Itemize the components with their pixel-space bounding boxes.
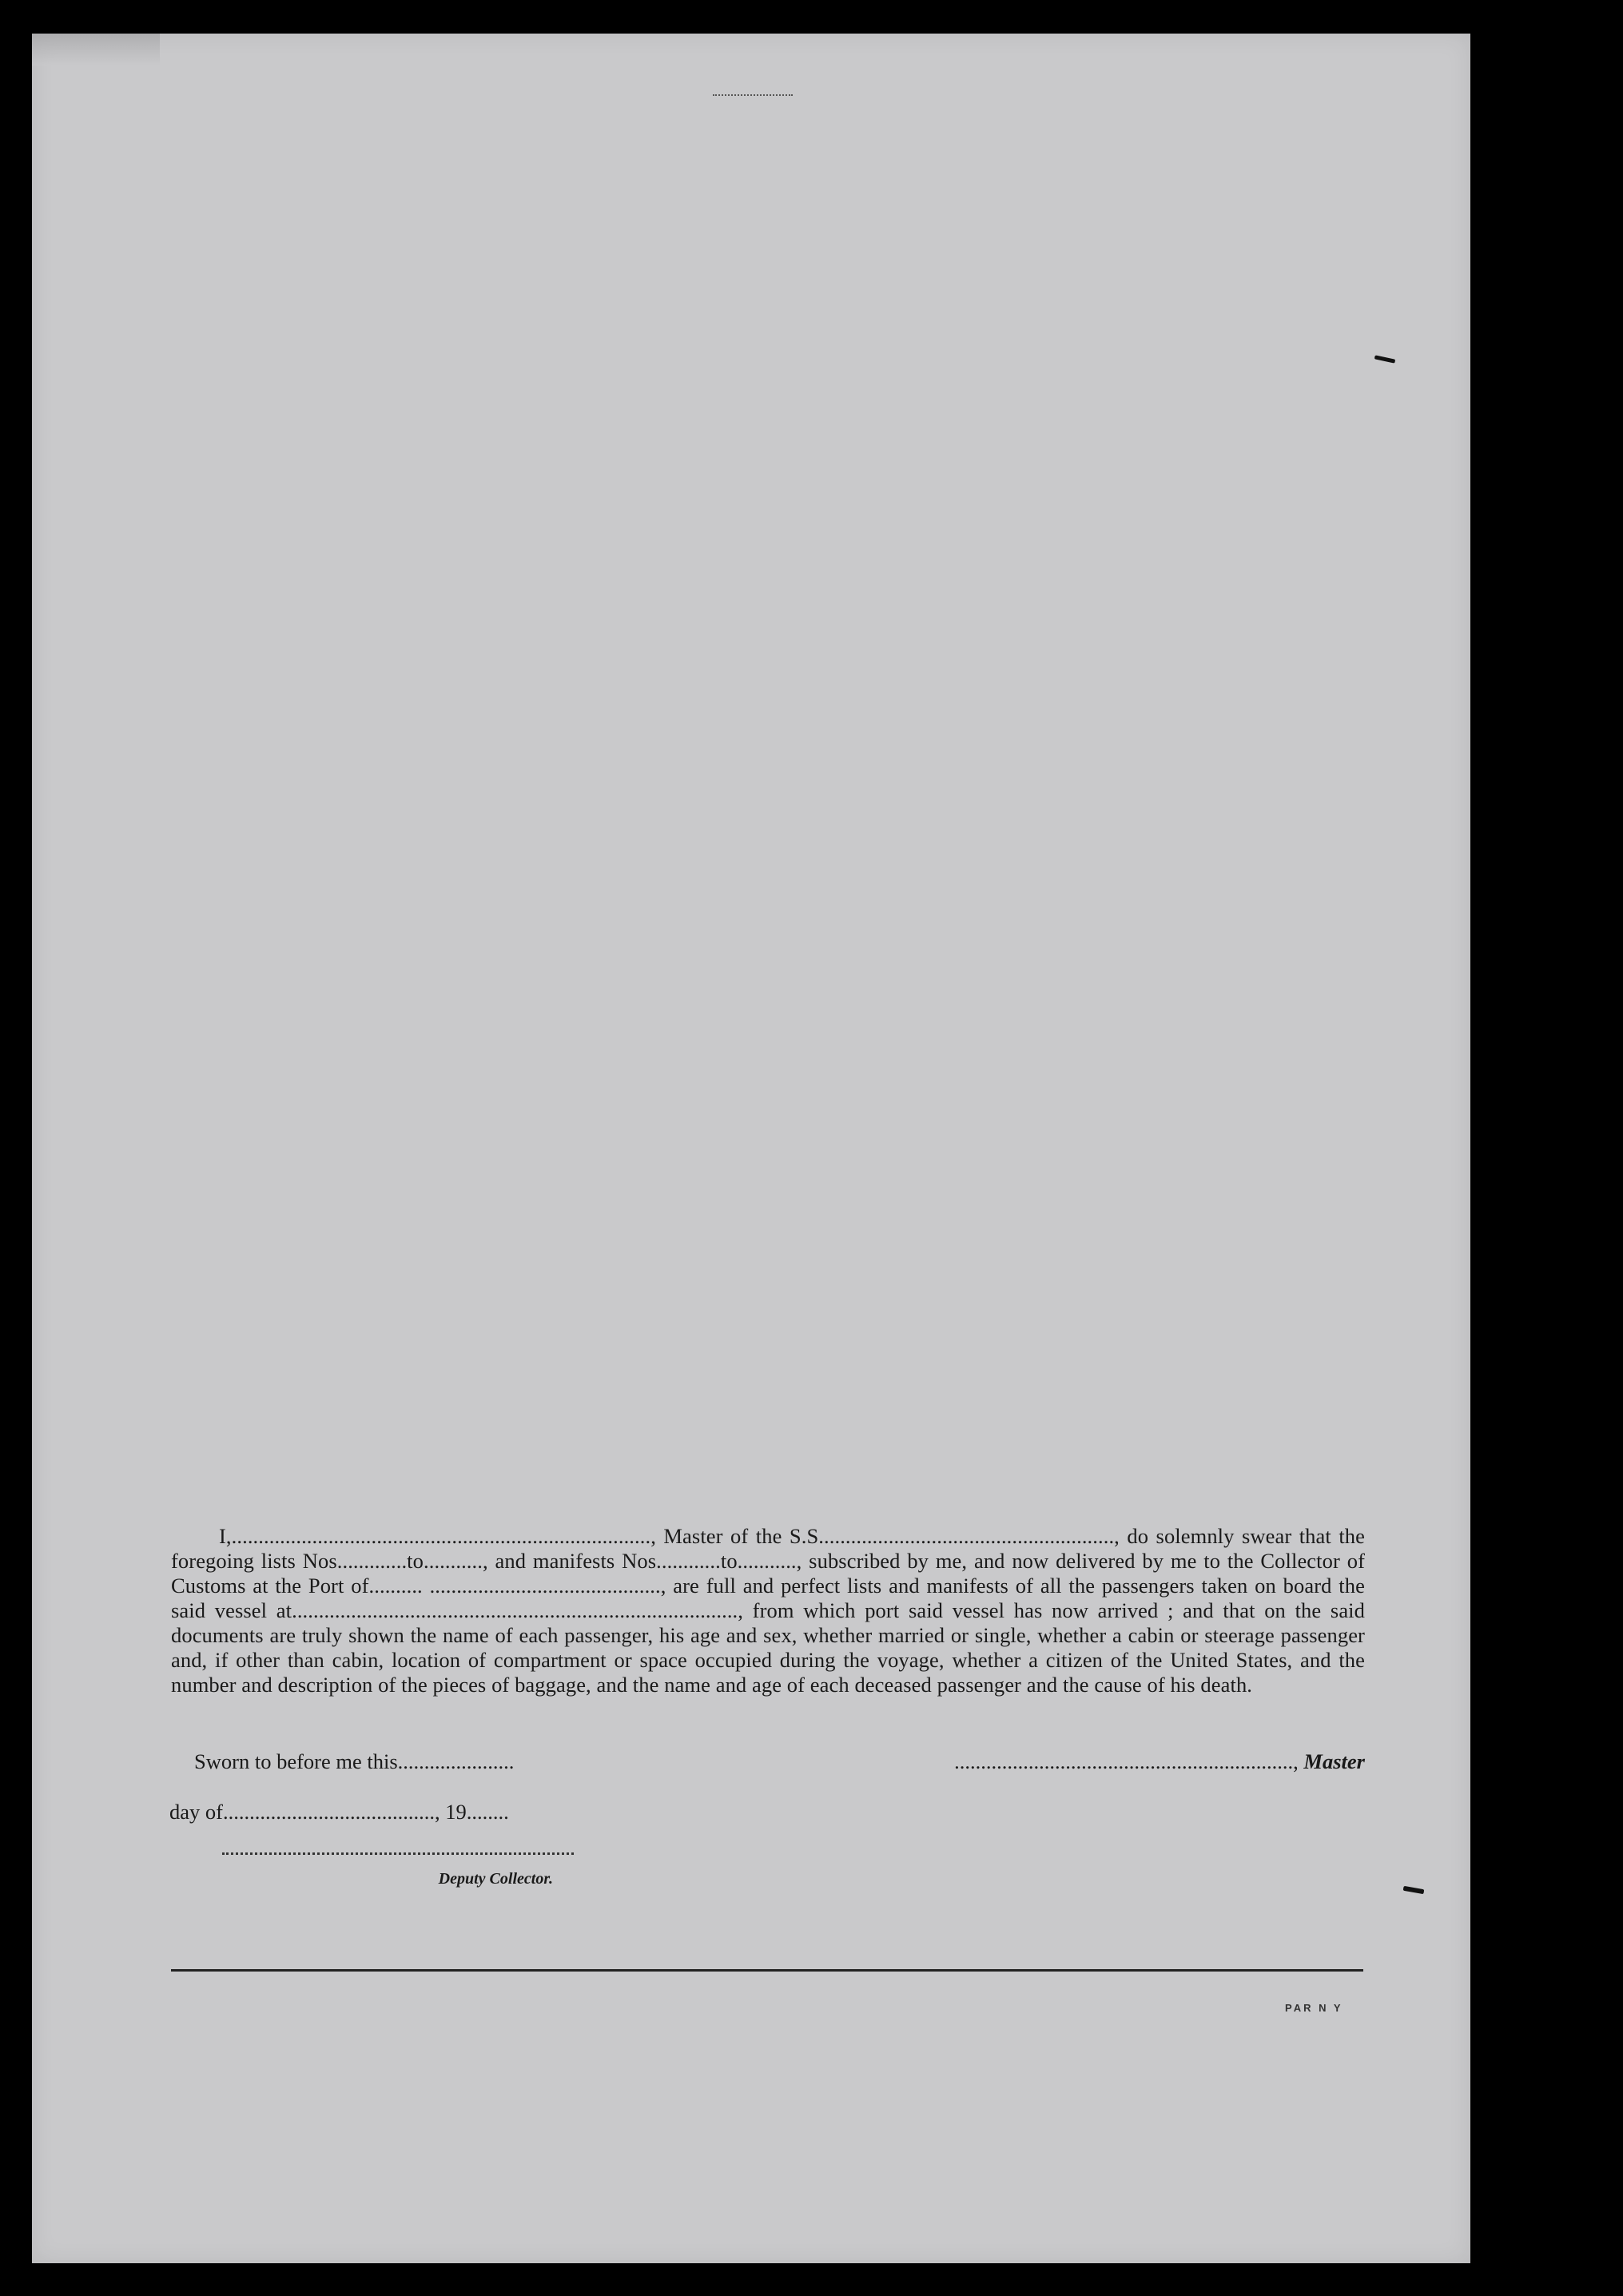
document-page: [32, 34, 1470, 2263]
master-signature-line: [877, 1749, 1365, 1774]
master-oath-paragraph: [171, 1524, 1365, 1697]
page-corner-shadow: [32, 34, 160, 66]
master-title: Master: [1303, 1749, 1365, 1773]
oath-text: I,.............................................................................., Master of the S.S......................................................., do solemnly swear that the foregoing lists Nos.............to..........., and manifests Nos............to..........., subscribed by me, and now delivered by me to the Collector of Customs at the Port of.......... ..........................................., are full and perfect lists and manifests of all the passengers taken on board the said vessel at..................................................................................., from which port said vessel has now arrived ; and that on the said documents are truly shown the name of each passenger, his age and sex, whether married or single, whether a cabin or steerage passenger and, if other than cabin, location of compartment or space occupied during the voyage, whether a citizen of the United States, and the number and description of the pieces of baggage, and the name and age of each deceased passenger and the cause of his death.: [171, 1524, 1365, 1697]
deputy-collector-label: Deputy Collector.: [438, 1870, 553, 1888]
printer-mark: PAR N Y: [1285, 2002, 1343, 2014]
bottom-rule: [171, 1969, 1363, 1972]
day-of-line: day of........................................, 19........: [169, 1800, 509, 1824]
sworn-before-line: Sworn to before me this......................: [194, 1749, 515, 1773]
deputy-signature-dots: [222, 1852, 574, 1855]
top-smudge-mark: [713, 94, 793, 98]
master-signature-dots: ................................................................,: [954, 1749, 1299, 1773]
